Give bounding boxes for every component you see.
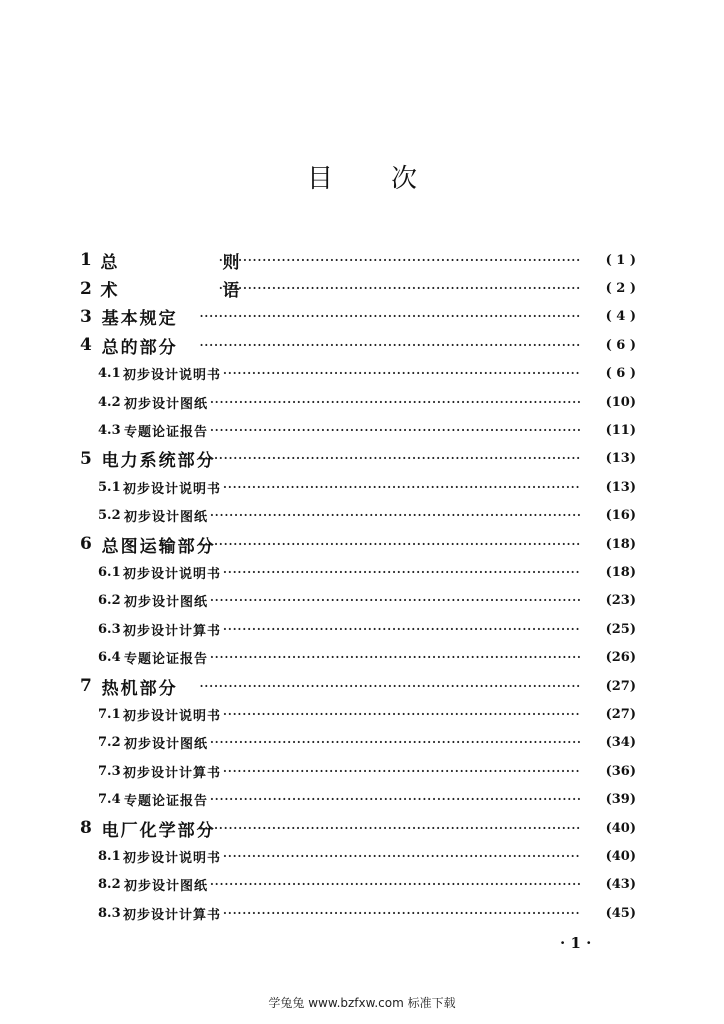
toc-number: 5.2 (98, 508, 121, 524)
toc-number: 8.3 (98, 905, 121, 921)
toc-leader-dots (219, 282, 580, 295)
toc-page-number: (43) (605, 877, 636, 893)
toc-label: 总图运输部分 (101, 536, 216, 557)
toc-number: 4.1 (98, 366, 121, 382)
toc-label: 专题论证报告 (123, 425, 208, 441)
toc-label: 初步设计计算书 (123, 765, 222, 781)
toc-page-number: (36) (605, 763, 636, 779)
toc-label: 初步设计图纸 (123, 879, 208, 895)
toc-label: 术 语 (100, 281, 284, 302)
toc-page-number: (25) (605, 621, 636, 637)
toc-chapter-row[interactable] (76, 303, 636, 331)
toc-leader-dots (210, 793, 580, 806)
toc-section-row[interactable] (76, 899, 636, 927)
toc-leader-dots (210, 878, 580, 891)
toc-label: 初步设计计算书 (123, 907, 222, 923)
toc-number: 5.1 (98, 479, 121, 495)
toc-section-row[interactable] (76, 757, 636, 785)
toc-page-number: (11) (605, 423, 636, 439)
toc-number: 4 (80, 335, 92, 356)
toc-number: 3 (80, 306, 92, 327)
toc-chapter-row[interactable] (76, 445, 636, 473)
toc-leader-dots (200, 339, 580, 352)
toc-section-row[interactable] (76, 700, 636, 728)
toc-number: 6 (80, 534, 92, 555)
toc-label: 热机部分 (101, 678, 178, 699)
toc-section-row[interactable] (76, 871, 636, 899)
toc-label: 初步设计说明书 (123, 368, 222, 384)
toc-label: 初步设计图纸 (123, 737, 208, 753)
toc-number: 6.1 (98, 564, 121, 580)
toc-leader-dots (200, 538, 580, 551)
toc-page-number: (23) (605, 593, 636, 609)
page-number: · 1 · (560, 934, 592, 952)
toc-label: 总 则 (100, 252, 284, 273)
toc-leader-dots (210, 424, 580, 437)
toc-number: 4.2 (98, 394, 121, 410)
toc-number: 8 (80, 818, 92, 838)
toc-leader-dots (223, 907, 580, 920)
toc-number: 6.4 (98, 650, 121, 666)
toc-number: 4.3 (98, 423, 121, 439)
toc-chapter-row[interactable] (76, 274, 636, 302)
toc-leader-dots (223, 708, 580, 721)
toc-section-row[interactable] (76, 416, 636, 444)
toc-page-number: (16) (605, 508, 636, 524)
toc-leader-dots (200, 310, 580, 323)
toc-label: 基本规定 (101, 309, 178, 330)
toc-leader-dots (223, 765, 580, 778)
toc-page-number: ( 2 ) (605, 281, 636, 297)
toc-label: 专题论证报告 (123, 652, 208, 668)
toc-number: 2 (80, 278, 92, 299)
toc-label: 初步设计计算书 (123, 623, 222, 639)
toc-leader-dots (223, 481, 580, 494)
toc-page-number: ( 1 ) (605, 252, 636, 268)
toc-page-number: (39) (605, 792, 636, 808)
toc-leader-dots (210, 651, 580, 664)
toc-label: 初步设计图纸 (123, 595, 208, 611)
toc-label: 初步设计说明书 (123, 481, 222, 497)
toc-label: 总的部分 (101, 337, 178, 358)
toc-section-row[interactable] (76, 558, 636, 586)
toc-page-number: (13) (605, 451, 636, 467)
toc-leader-dots (223, 566, 580, 579)
toc-leader-dots (210, 396, 580, 409)
toc-page-number: (26) (605, 650, 636, 666)
toc-number: 6.2 (98, 593, 121, 609)
toc-label: 初步设计说明书 (123, 566, 222, 582)
toc-label: 专题论证报告 (123, 794, 208, 810)
toc-leader-dots (210, 736, 580, 749)
toc-chapter-row[interactable] (76, 814, 636, 842)
toc-page-number: (34) (605, 735, 636, 751)
toc-section-row[interactable] (76, 785, 636, 813)
toc-leader-dots (223, 850, 580, 863)
toc-page-number: ( 4 ) (605, 309, 636, 325)
toc-leader-dots (223, 623, 580, 636)
toc-leader-dots (200, 822, 580, 835)
toc-leader-dots (223, 367, 580, 380)
toc-number: 7.4 (98, 792, 121, 808)
toc-number: 7.2 (98, 735, 121, 751)
toc-chapter-row[interactable] (76, 246, 636, 274)
toc-section-row[interactable] (76, 643, 636, 671)
toc-section-row[interactable] (76, 842, 636, 870)
toc-page-number: (18) (605, 564, 636, 580)
toc-page-number: (40) (605, 848, 636, 864)
toc-chapter-row[interactable] (76, 530, 636, 558)
toc-label: 电厂化学部分 (101, 820, 216, 841)
toc-leader-dots (219, 254, 580, 267)
watermark-text: 学兔兔 www.bzfxw.com 标准下载 (268, 996, 456, 1010)
toc-page-number: (27) (605, 706, 636, 722)
toc-leader-dots (200, 452, 580, 465)
toc-page-number: (40) (605, 820, 636, 836)
toc-leader-dots (210, 509, 580, 522)
toc-section-row[interactable] (76, 360, 636, 388)
toc-page-number: (13) (605, 479, 636, 495)
toc-number: 6.3 (98, 621, 121, 637)
toc-number: 7.3 (98, 763, 121, 779)
toc-page-number: (45) (605, 905, 636, 921)
toc-section-row[interactable] (76, 615, 636, 643)
toc-section-row[interactable] (76, 587, 636, 615)
toc-page-number: ( 6 ) (605, 366, 636, 382)
toc-page-number: (27) (605, 678, 636, 694)
toc-section-row[interactable] (76, 502, 636, 530)
toc-page-number: (10) (605, 394, 636, 410)
toc-label: 初步设计图纸 (123, 510, 208, 526)
toc-leader-dots (200, 680, 580, 693)
title-part-2: 次 (391, 164, 418, 194)
toc-page-number: ( 6 ) (605, 337, 636, 353)
toc-number: 7 (80, 676, 92, 697)
toc-number: 8.2 (98, 877, 121, 893)
title-part-1: 目 (306, 164, 333, 194)
toc-label: 初步设计图纸 (123, 396, 208, 412)
table-of-contents (76, 246, 636, 927)
toc-page-number: (18) (605, 536, 636, 552)
toc-label: 初步设计说明书 (123, 850, 222, 866)
toc-section-row[interactable] (76, 729, 636, 757)
toc-number: 1 (80, 250, 92, 271)
toc-label: 初步设计说明书 (123, 708, 222, 724)
toc-section-row[interactable] (76, 473, 636, 501)
toc-number: 5 (80, 448, 92, 469)
toc-chapter-row[interactable] (76, 331, 636, 359)
toc-leader-dots (210, 594, 580, 607)
toc-number: 7.1 (98, 706, 121, 722)
toc-chapter-row[interactable] (76, 672, 636, 700)
toc-section-row[interactable] (76, 388, 636, 416)
toc-label: 电力系统部分 (101, 451, 216, 472)
page-title (0, 158, 724, 195)
toc-number: 8.1 (98, 848, 121, 864)
